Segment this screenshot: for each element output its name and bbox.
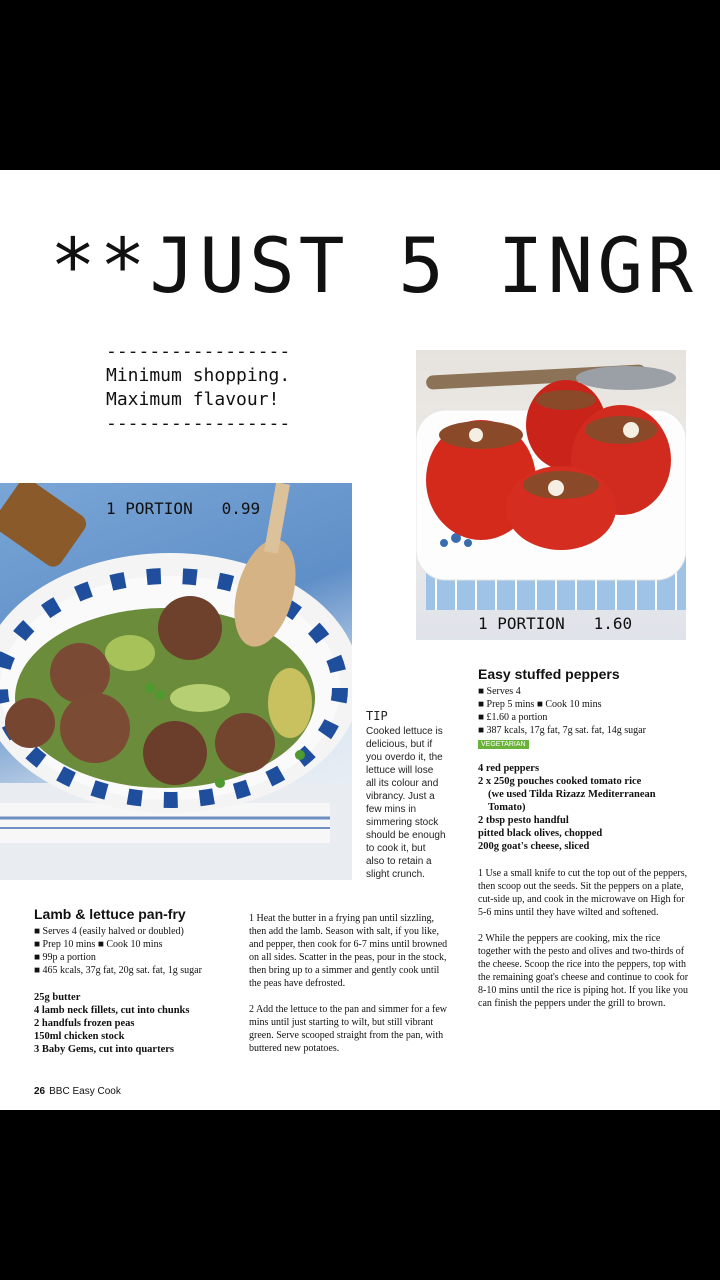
peppers-ingredient: 200g goat's cheese, sliced xyxy=(478,841,590,852)
peppers-info-line: ■ 387 kcals, 17g fat, 7g sat. fat, 14g sugar xyxy=(478,725,646,736)
tip-heading: TIP xyxy=(366,709,388,723)
lamb-portion-label xyxy=(106,499,260,518)
tip-box xyxy=(366,710,446,881)
lamb-info-line: ■ 99p a portion xyxy=(34,952,96,963)
peppers-ingredient: 4 red peppers xyxy=(478,763,540,774)
peppers-dish-illustration xyxy=(416,350,686,640)
peppers-portion-text: 1 PORTION xyxy=(478,614,565,633)
lamb-method-step: 1 Heat the butter in a frying pan until sizzling, then add the lamb. Season with salt, if you like, and pepper, then cook for 6-7 mins until browned on all sides. Scatter in the peas, pour in the stock, then bring up to a simmer and gently cook until the peas have defrosted. xyxy=(249,913,448,989)
lamb-info-line: ■ 465 kcals, 37g fat, 20g sat. fat, 1g sugar xyxy=(34,965,202,976)
lamb-ingredient: 4 lamb neck fillets, cut into chunks xyxy=(34,1005,190,1016)
tip-body: Cooked lettuce is delicious, but if you overdo it, the lettuce will lose all its colour and vibrancy. Just a few mins in simmering stock should be enough to cook it, but also to retain a slight crunch. xyxy=(366,726,446,880)
tagline-line-1: Minimum shopping. xyxy=(106,365,291,386)
page-footer xyxy=(34,1086,121,1097)
peppers-portion-price: 1.60 xyxy=(593,614,633,633)
lamb-method-step: 2 Add the lettuce to the pan and simmer for a few mins until just starting to wilt, but still vibrant green. Serve scooped straight from the pan, with buttered new potatoes. xyxy=(249,1004,447,1054)
lamb-portion-text: 1 PORTION xyxy=(106,499,193,518)
magazine-page xyxy=(0,170,720,1110)
tagline xyxy=(106,340,290,436)
lamb-recipe-title: Lamb & lettuce pan-fry xyxy=(34,906,186,922)
peppers-recipe xyxy=(478,666,693,1010)
lamb-info-line: ■ Serves 4 (easily halved or doubled) xyxy=(34,926,184,937)
magazine-name: BBC Easy Cook xyxy=(49,1086,121,1097)
peppers-ingredient: 2 x 250g pouches cooked tomato rice xyxy=(478,776,642,787)
lamb-photo xyxy=(0,483,352,880)
peppers-ingredient: 2 tbsp pesto handful xyxy=(478,815,569,826)
tagline-top-rule: ----------------- xyxy=(106,341,291,362)
peppers-ingredient-note: (we used Tilda Rizazz Mediterranean Tomato) xyxy=(488,789,656,813)
peppers-info-line: ■ Prep 5 mins ■ Cook 10 mins xyxy=(478,699,602,710)
peppers-info-line: ■ £1.60 a portion xyxy=(478,712,548,723)
peppers-recipe-info xyxy=(478,685,693,750)
tagline-bottom-rule: ----------------- xyxy=(106,413,291,434)
peppers-method-step: 2 While the peppers are cooking, mix the rice together with the pesto and olives and two-thirds of the cheese. Scoop the rice into the peppers, top with the remaining goat's cheese and continue to cook for 8-10 mins until the rice is piping hot. If you like you can finish the peppers under the grill to brown. xyxy=(478,933,689,1009)
lamb-ingredient: 150ml chicken stock xyxy=(34,1031,125,1042)
lamb-ingredient: 3 Baby Gems, cut into quarters xyxy=(34,1044,174,1055)
peppers-ingredient: pitted black olives, chopped xyxy=(478,828,603,839)
lamb-info-line: ■ Prep 10 mins ■ Cook 10 mins xyxy=(34,939,163,950)
lamb-dish-illustration xyxy=(0,483,352,880)
lamb-portion-price: 0.99 xyxy=(221,499,261,518)
peppers-info-line: ■ Serves 4 xyxy=(478,686,521,697)
lamb-recipe-info xyxy=(34,925,239,977)
lamb-method xyxy=(249,912,452,1055)
vegetarian-badge: VEGETARIAN xyxy=(478,740,529,749)
page-number: 26 xyxy=(34,1086,46,1097)
peppers-ingredients xyxy=(478,762,693,853)
lamb-ingredient: 25g butter xyxy=(34,992,81,1003)
lamb-ingredients xyxy=(34,991,239,1056)
peppers-recipe-title: Easy stuffed peppers xyxy=(478,666,620,682)
headline: **JUST 5 INGR xyxy=(50,221,697,310)
peppers-method xyxy=(478,867,693,1010)
peppers-method-step: 1 Use a small knife to cut the top out of the peppers, then scoop out the seeds. Sit the peppers on a plate, cut-side up, and cook in the microwave on High for 5-6 mins until they have wilted and softened. xyxy=(478,868,688,918)
peppers-portion-label xyxy=(478,614,632,633)
peppers-photo xyxy=(416,350,686,640)
lamb-ingredient: 2 handfuls frozen peas xyxy=(34,1018,135,1029)
lamb-recipe xyxy=(34,906,239,1056)
tagline-line-2: Maximum flavour! xyxy=(106,389,280,410)
